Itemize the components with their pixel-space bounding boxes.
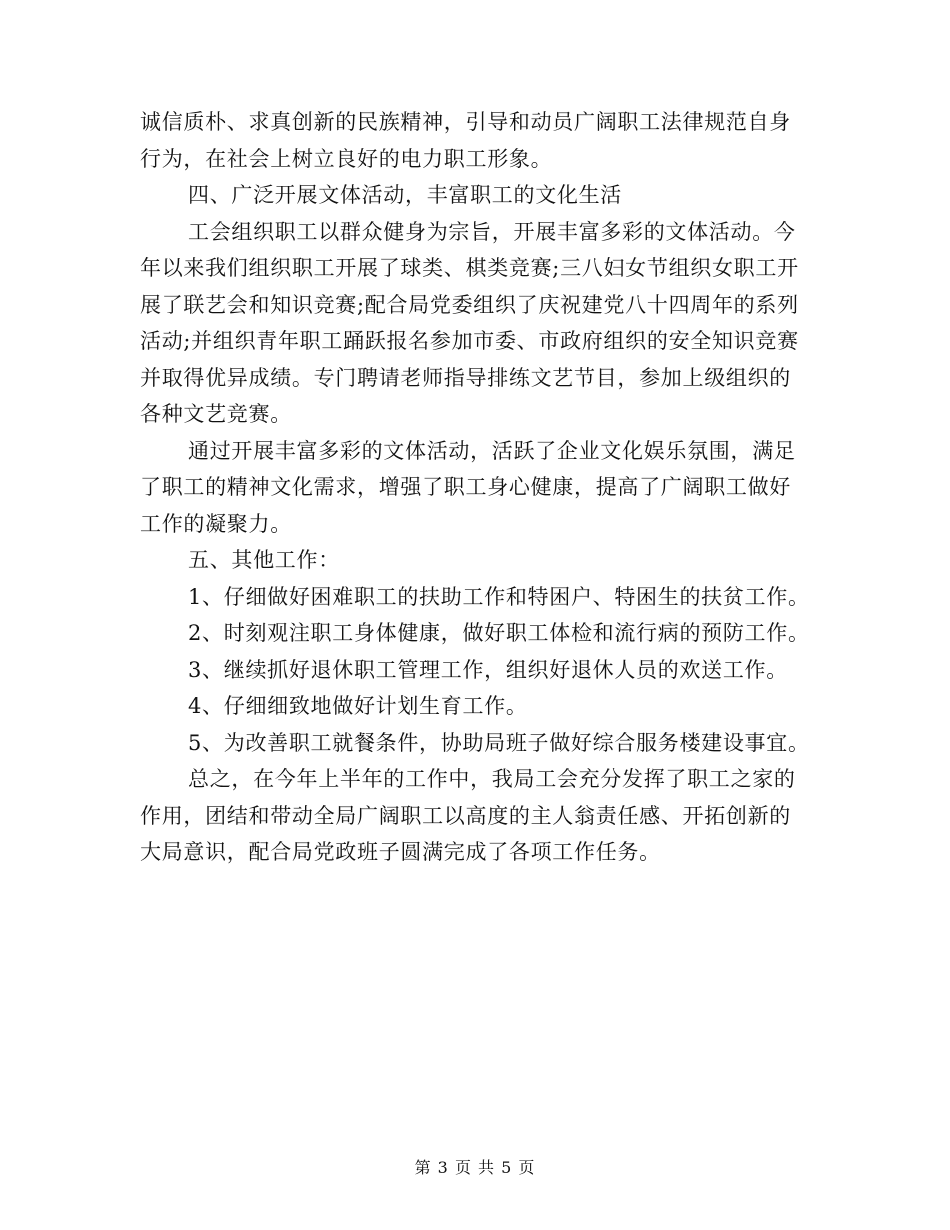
document-body xyxy=(140,104,820,871)
page-number-footer: 第 3 页 共 5 页 xyxy=(414,1158,536,1177)
text-line: 活动;并组织青年职工踊跃报名参加市委、市政府组织的安全知识竞赛 xyxy=(140,329,799,353)
text-line: 通过开展丰富多彩的文体活动，活跃了企业文化娱乐氛围，满足 xyxy=(188,438,796,463)
text-line: 总之，在今年上半年的工作中，我局工会充分发挥了职工之家的 xyxy=(188,767,796,791)
text-line: 了职工的精神文化需求，增强了职工身心健康，提高了广阔职工做好 xyxy=(140,475,791,499)
text-line: 五、其他工作： xyxy=(188,548,340,572)
text-line: 并取得优异成绩。专门聘请老师指导排练文艺节目，参加上级组织的 xyxy=(140,365,791,390)
text-line: 5、为改善职工就餐条件，协助局班子做好综合服务楼建设事宜。 xyxy=(188,730,810,755)
text-line: 4、仔细细致地做好计划生育工作。 xyxy=(188,694,528,718)
text-line: 四、广泛开展文体活动，丰富职工的文化生活 xyxy=(188,183,622,207)
text-line: 工作的凝聚力。 xyxy=(140,511,292,536)
text-line: 诚信质朴、求真创新的民族精神，引导和动员广阔职工法律规范自身 xyxy=(140,110,791,134)
text-line: 行为，在社会上树立良好的电力职工形象。 xyxy=(140,146,553,171)
text-line: 各种文艺竞赛。 xyxy=(140,402,292,426)
text-line: 1、仔细做好困难职工的扶助工作和特困户、特困生的扶贫工作。 xyxy=(188,584,810,609)
text-line: 展了联艺会和知识竞赛;配合局党委组织了庆祝建党八十四周年的系列 xyxy=(140,292,799,317)
text-line: 2、时刻观注职工身体健康，做好职工体检和流行病的预防工作。 xyxy=(188,621,810,645)
text-line: 工会组织职工以群众健身为宗旨，开展丰富多彩的文体活动。今 xyxy=(188,219,796,244)
text-line: 大局意识，配合局党政班子圆满完成了各项工作任务。 xyxy=(140,840,661,864)
text-line: 年以来我们组织职工开展了球类、棋类竞赛;三八妇女节组织女职工开 xyxy=(140,256,799,280)
text-line: 3、继续抓好退休职工管理工作，组织好退休人员的欢送工作。 xyxy=(188,657,788,682)
text-line: 作用，团结和带动全局广阔职工以高度的主人翁责任感、开拓创新的 xyxy=(140,803,791,828)
